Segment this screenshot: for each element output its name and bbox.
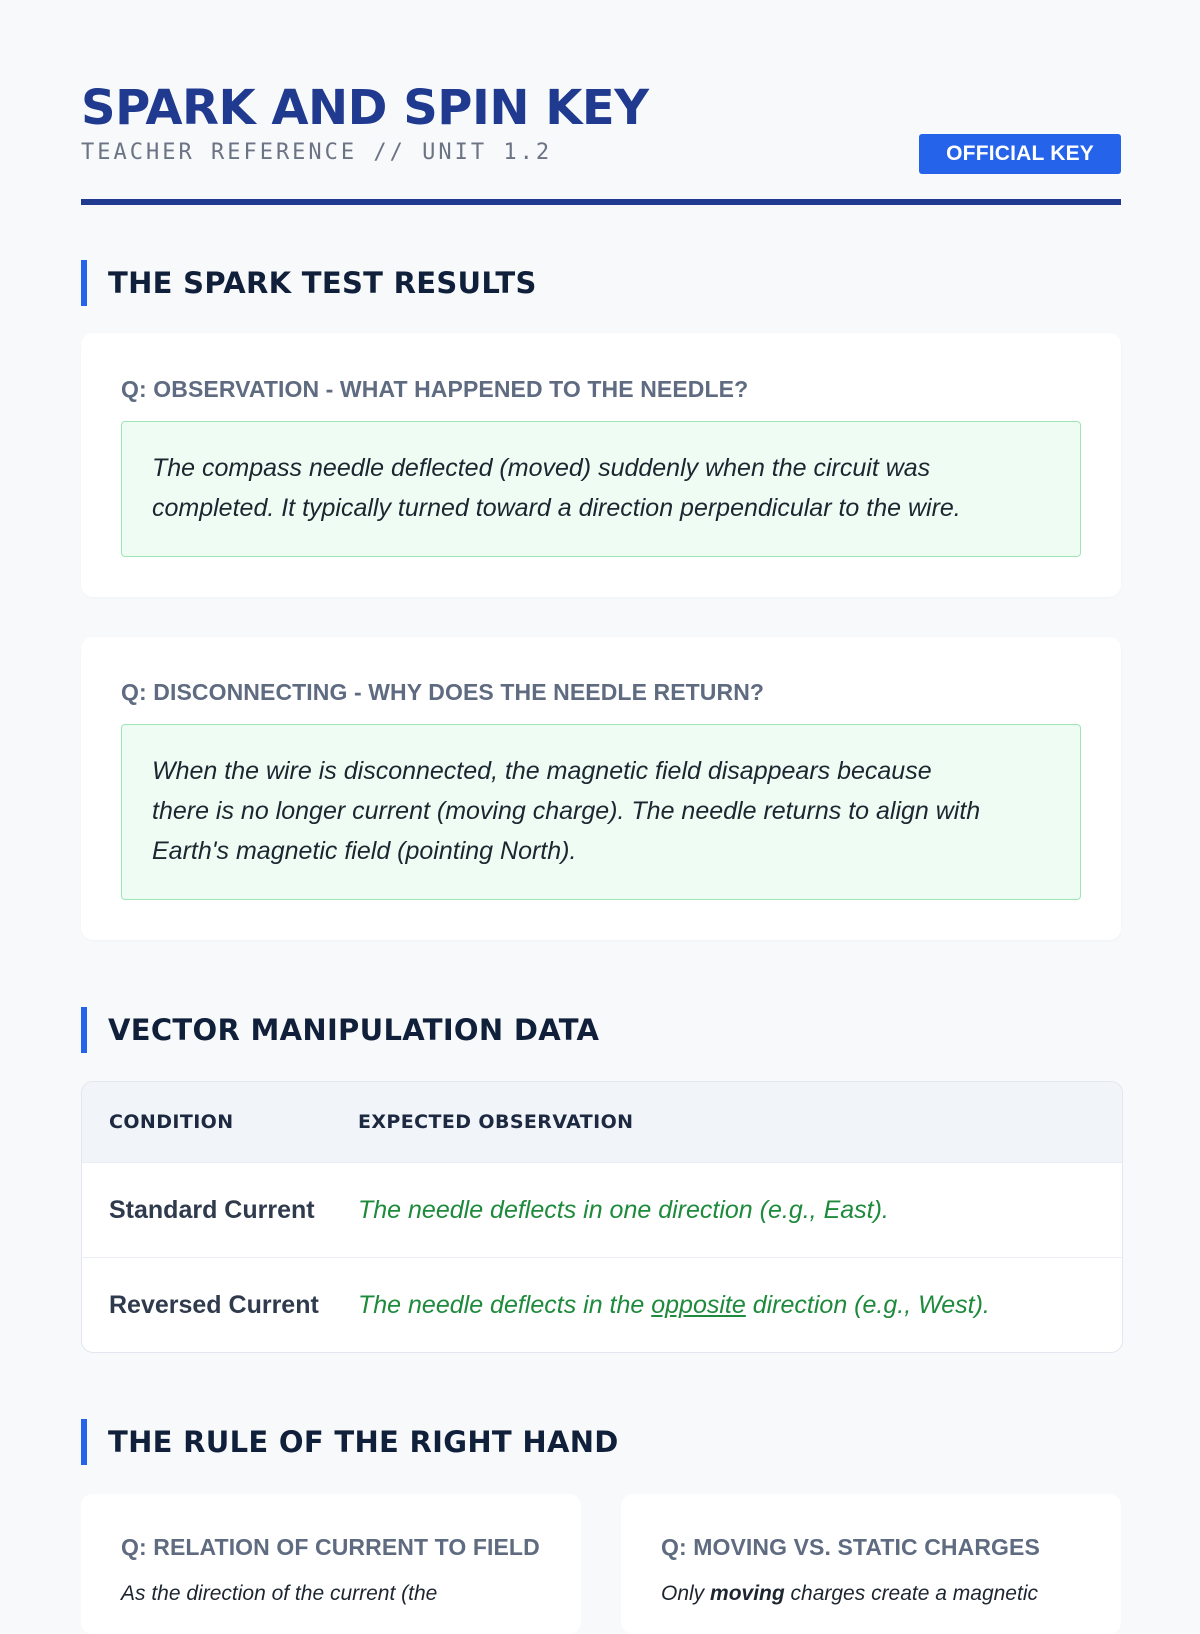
observation-text: direction (e.g., West). [745,1290,990,1319]
observation-text: The needle deflects in the [358,1290,652,1319]
page-subtitle: TEACHER REFERENCE // UNIT 1.2 [81,140,553,165]
question-card-moving-static [621,1494,1121,1634]
question-card-disconnecting [81,637,1121,940]
section-heading-right-hand [81,1419,619,1465]
section-title: THE SPARK TEST RESULTS [108,266,537,300]
answer-text-line: When the wire is disconnected, the magnetic field disappears because [152,757,932,785]
question-card-current-field [81,1494,581,1634]
page-header [81,78,1121,165]
question-label: Q: DISCONNECTING - WHY DOES THE NEEDLE RETURN? [121,679,765,705]
answer-text-line: there is no longer current (moving charge). The needle returns to align with [152,797,981,825]
answer-text-line: completed. It typically turned toward a direction perpendicular to the wire. [152,494,961,522]
question-label: Q: MOVING VS. STATIC CHARGES [661,1534,1040,1560]
observation-cell: The needle deflects in one direction (e.g., East). [358,1195,889,1224]
table-row [82,1257,1122,1352]
question-label: Q: OBSERVATION - WHAT HAPPENED TO THE NEEDLE? [121,376,749,402]
observation-table [81,1081,1123,1353]
answer-emphasis: moving [710,1582,785,1605]
column-header-condition: CONDITION [109,1111,234,1133]
condition-cell: Standard Current [109,1195,315,1224]
section-accent-bar [81,1419,87,1465]
table-header-row [82,1082,1122,1162]
answer-text-partial [661,1582,1101,1606]
answer-box [121,724,1081,900]
section-heading-spark-test [81,260,537,306]
section-accent-bar [81,1007,87,1053]
section-title: THE RULE OF THE RIGHT HAND [108,1425,619,1459]
answer-text: charges create a magnetic [784,1582,1038,1605]
answer-text: Only [661,1582,711,1605]
page-title: SPARK AND SPIN KEY [81,80,649,136]
observation-emphasis: opposite [651,1290,746,1319]
question-card-observation [81,333,1121,597]
official-key-badge: OFFICIAL KEY [919,134,1121,174]
answer-text-line: Earth's magnetic field (pointing North). [152,837,577,865]
answer-text-partial: As the direction of the current (the [121,1582,438,1605]
header-divider [81,199,1121,205]
answer-text-line: The compass needle deflected (moved) suddenly when the circuit was [152,454,931,482]
column-header-observation: EXPECTED OBSERVATION [358,1111,634,1133]
condition-cell: Reversed Current [109,1290,319,1319]
section-title: VECTOR MANIPULATION DATA [108,1013,600,1047]
question-label: Q: RELATION OF CURRENT TO FIELD [121,1534,540,1560]
section-heading-vector-data [81,1007,599,1053]
answer-box [121,421,1081,557]
observation-cell [358,1291,1122,1320]
table-row [82,1162,1122,1257]
section-accent-bar [81,260,87,306]
